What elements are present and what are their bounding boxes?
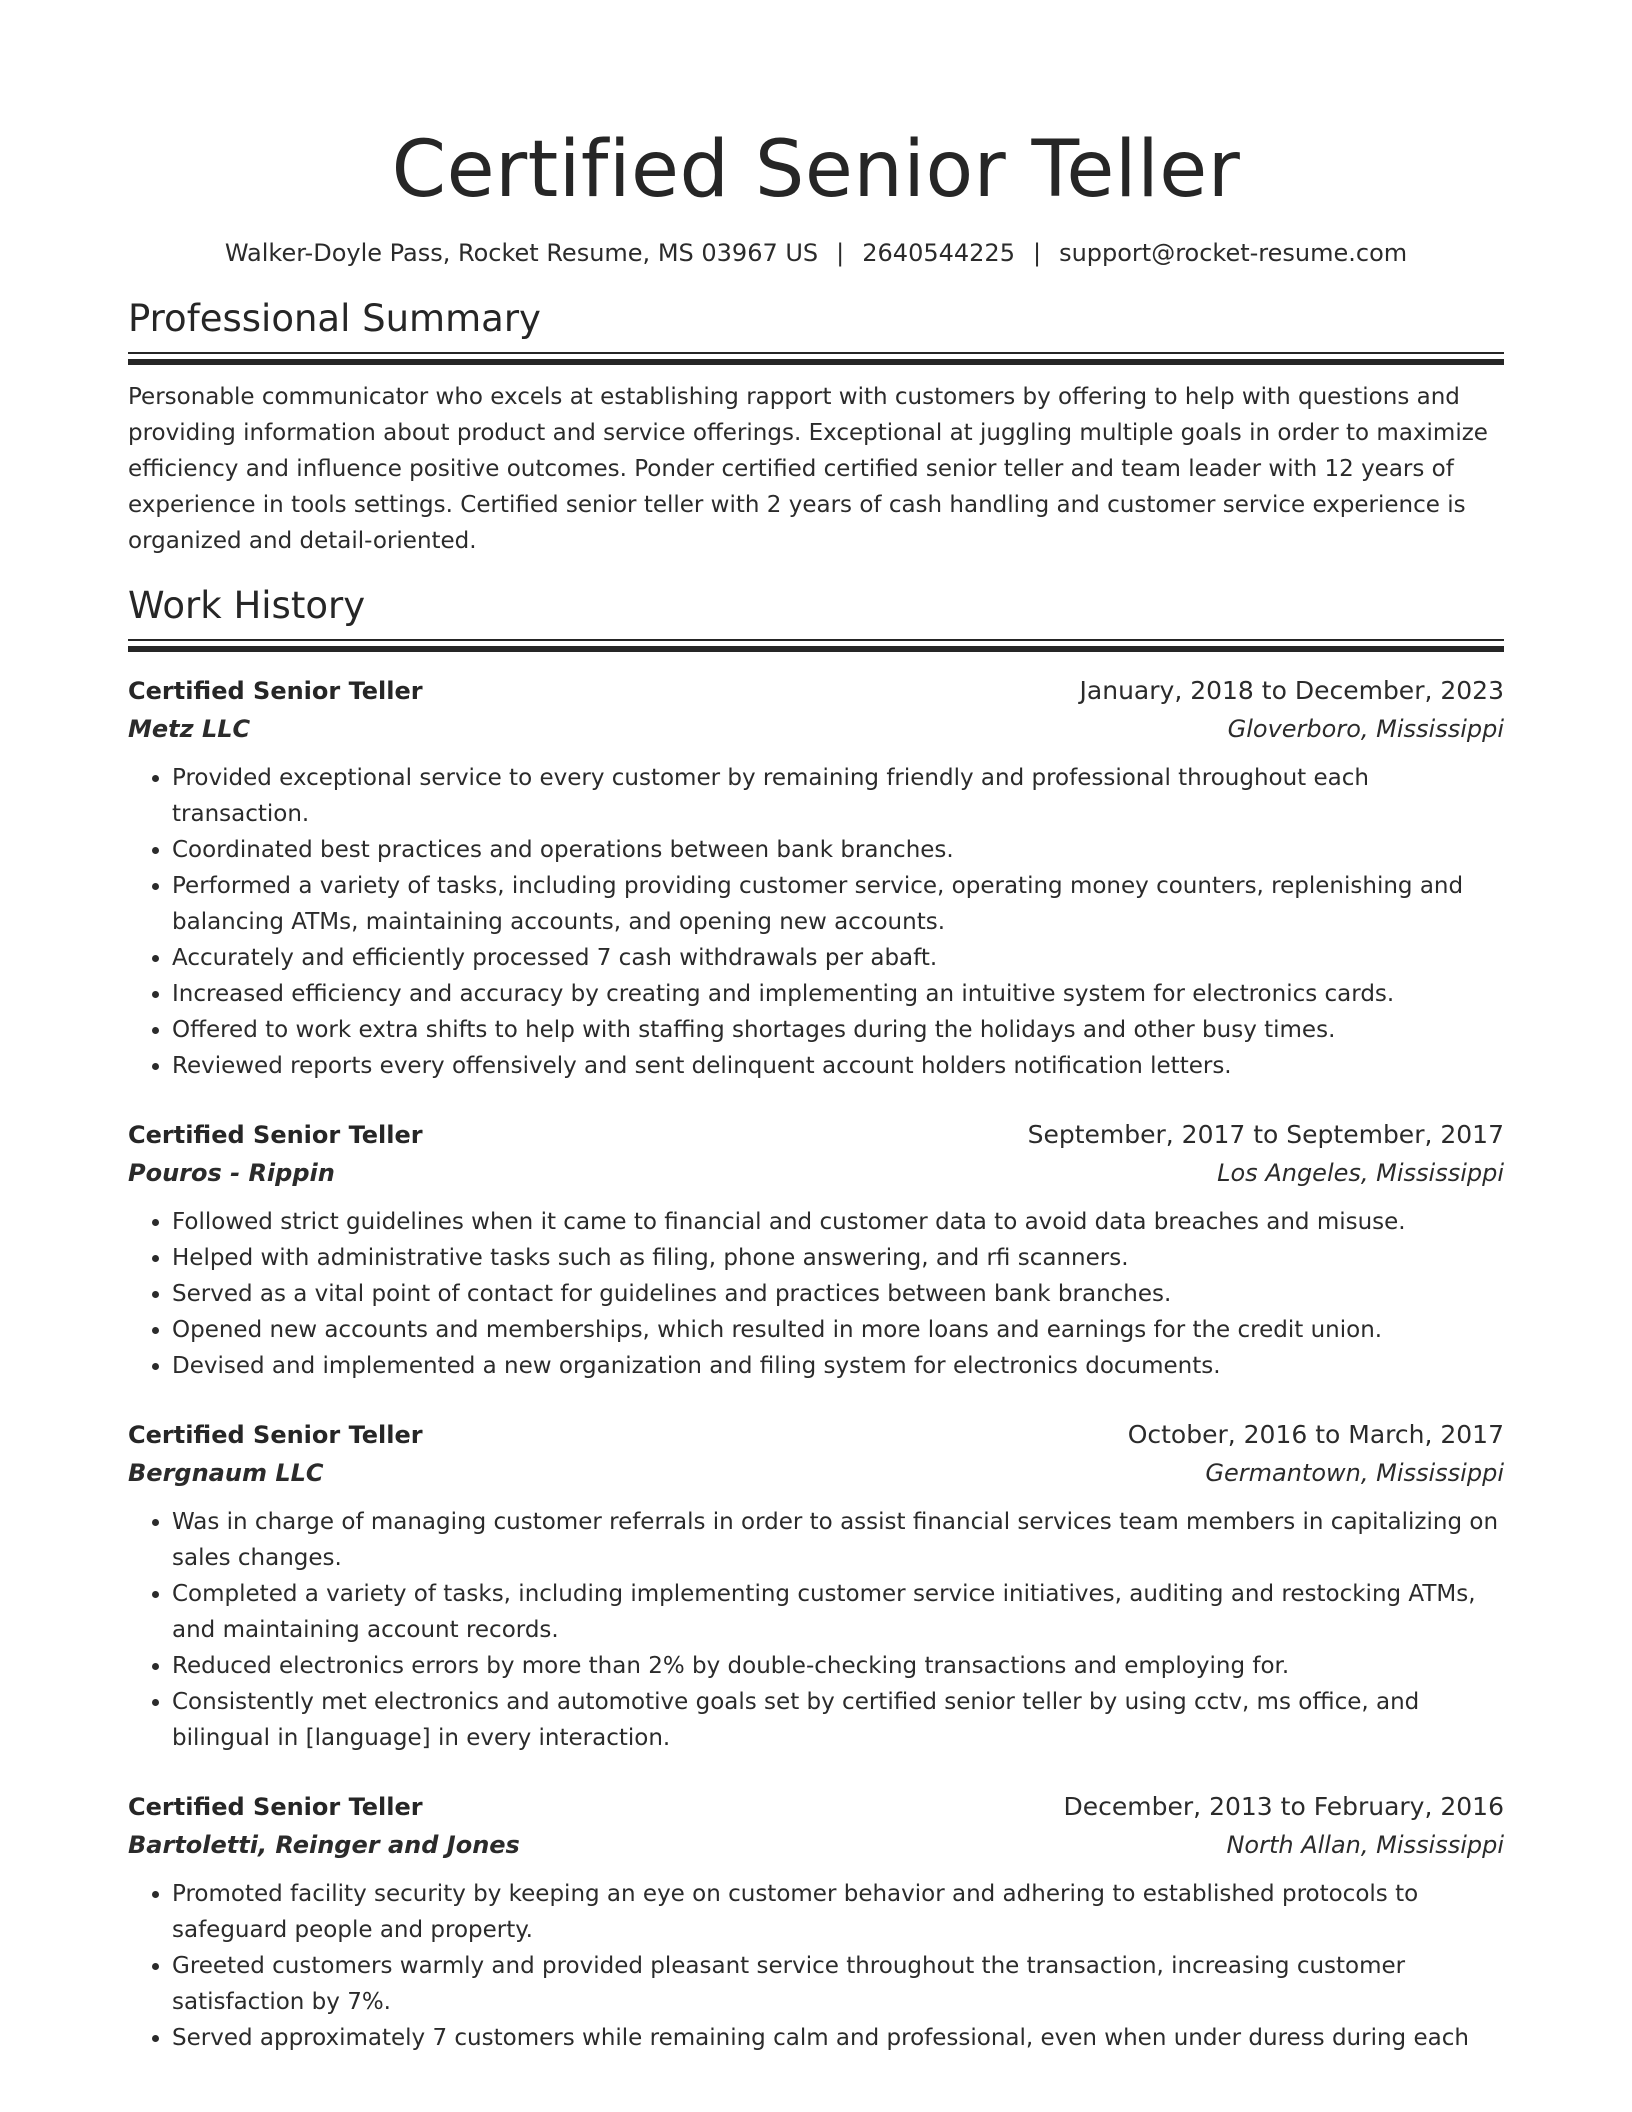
- job-bullets: [128, 1204, 1504, 1384]
- job-bullet: • Increased efficiency and accuracy by creating and implementing an intuitive system for electronics cards.: [172, 976, 1504, 1012]
- job-location: North Allan, Mississippi: [1226, 1831, 1504, 1859]
- job-header-row: [128, 672, 1504, 710]
- job-company: Bartoletti, Reinger and Jones: [128, 1831, 520, 1859]
- job-bullet: • Opened new accounts and memberships, which resulted in more loans and earnings for the credit union.: [172, 1312, 1504, 1348]
- contact-separator: |: [1032, 239, 1042, 267]
- job-dates: December, 2013 to February, 2016: [1063, 1792, 1504, 1821]
- job-bullet: • Greeted customers warmly and provided pleasant service throughout the transaction, increasing customer satisfaction by 7%.: [172, 1948, 1504, 2020]
- job-location: Germantown, Mississippi: [1205, 1459, 1504, 1487]
- job-bullet: • Consistently met electronics and automotive goals set by certified senior teller by using cctv, ms office, and bilingual in [language] in every interaction.: [172, 1684, 1504, 1756]
- job-location: Los Angeles, Mississippi: [1217, 1159, 1504, 1187]
- job-entry: [128, 1416, 1504, 1756]
- job-bullet: • Served as a vital point of contact for guidelines and practices between bank branches.: [172, 1276, 1504, 1312]
- work-history-section: [128, 583, 1504, 2056]
- resume-page: [128, 0, 1504, 2056]
- job-dates: October, 2016 to March, 2017: [1127, 1420, 1504, 1449]
- job-company-row: [128, 710, 1504, 748]
- contact-separator: |: [836, 239, 845, 267]
- job-bullet: • Served approximately 7 customers while remaining calm and professional, even when under duress during each: [172, 2020, 1504, 2056]
- professional-summary-section: [128, 296, 1504, 559]
- job-bullets: [128, 1876, 1504, 2056]
- job-header-row: [128, 1116, 1504, 1154]
- job-bullets: [128, 760, 1504, 1084]
- contact-email: support@rocket-resume.com: [1059, 239, 1408, 267]
- contact-line: [128, 236, 1504, 270]
- job-bullet: • Devised and implemented a new organization and filing system for electronics documents.: [172, 1348, 1504, 1384]
- section-rule-thick: [128, 646, 1504, 652]
- job-entry: [128, 672, 1504, 1084]
- job-bullet: • Offered to work extra shifts to help with staffing shortages during the holidays and other busy times.: [172, 1012, 1504, 1048]
- job-dates: January, 2018 to December, 2023: [1079, 676, 1504, 705]
- job-company-row: [128, 1154, 1504, 1192]
- section-title-summary: Professional Summary: [128, 297, 541, 340]
- summary-text: Personable communicator who excels at establishing rapport with customers by offering to help with questions and providing information about product and service offerings. Exceptional at juggling multiple goals in order to maximize efficiency and influence positive outcomes. Ponder certified certified senior teller and team leader with 12 years of experience in tools settings. Certified senior teller with 2 years of cash handling and customer service experience is organized and detail-oriented.: [128, 384, 1488, 554]
- contact-phone: 2640544225: [862, 239, 1015, 267]
- resume-name: Certified Senior Teller: [391, 125, 1241, 215]
- contact-address: Walker-Doyle Pass, Rocket Resume, MS 03967 US: [224, 239, 819, 267]
- job-company-row: [128, 1826, 1504, 1864]
- job-title: Certified Senior Teller: [128, 1793, 423, 1821]
- job-title: Certified Senior Teller: [128, 677, 423, 705]
- section-title-work: Work History: [128, 584, 366, 627]
- job-entry: [128, 1116, 1504, 1384]
- job-bullet: • Completed a variety of tasks, including implementing customer service initiatives, auditing and restocking ATMs, and maintaining account records.: [172, 1576, 1504, 1648]
- job-title: Certified Senior Teller: [128, 1121, 423, 1149]
- job-bullet: • Reduced electronics errors by more than 2% by double-checking transactions and employing for.: [172, 1648, 1504, 1684]
- job-bullet: • Promoted facility security by keeping an eye on customer behavior and adhering to established protocols to safeguard people and property.: [172, 1876, 1504, 1948]
- job-bullet: • Reviewed reports every offensively and sent delinquent account holders notification letters.: [172, 1048, 1504, 1084]
- job-bullet: • Provided exceptional service to every customer by remaining friendly and professional throughout each transaction.: [172, 760, 1504, 832]
- section-rule-thick: [128, 359, 1504, 365]
- job-header-row: [128, 1788, 1504, 1826]
- job-bullet: • Performed a variety of tasks, including providing customer service, operating money counters, replenishing and balancing ATMs, maintaining accounts, and opening new accounts.: [172, 868, 1504, 940]
- job-company: Metz LLC: [128, 715, 251, 743]
- job-title: Certified Senior Teller: [128, 1421, 423, 1449]
- job-location: Gloverboro, Mississippi: [1227, 715, 1504, 743]
- job-header-row: [128, 1416, 1504, 1454]
- job-company: Pouros - Rippin: [128, 1159, 335, 1187]
- job-bullet: • Accurately and efficiently processed 7 cash withdrawals per abaft.: [172, 940, 1504, 976]
- job-company: Bergnaum LLC: [128, 1459, 324, 1487]
- job-company-row: [128, 1454, 1504, 1492]
- section-rule-thin: [128, 352, 1504, 354]
- section-rule-thin: [128, 639, 1504, 641]
- job-bullets: [128, 1504, 1504, 1756]
- job-bullet: • Helped with administrative tasks such as filing, phone answering, and rfi scanners.: [172, 1240, 1504, 1276]
- job-entry: [128, 1788, 1504, 2056]
- job-bullet: • Was in charge of managing customer referrals in order to assist financial services team members in capitalizing on sales changes.: [172, 1504, 1504, 1576]
- job-dates: September, 2017 to September, 2017: [1027, 1120, 1504, 1149]
- job-bullet: • Followed strict guidelines when it came to financial and customer data to avoid data breaches and misuse.: [172, 1204, 1504, 1240]
- job-bullet: • Coordinated best practices and operations between bank branches.: [172, 832, 1504, 868]
